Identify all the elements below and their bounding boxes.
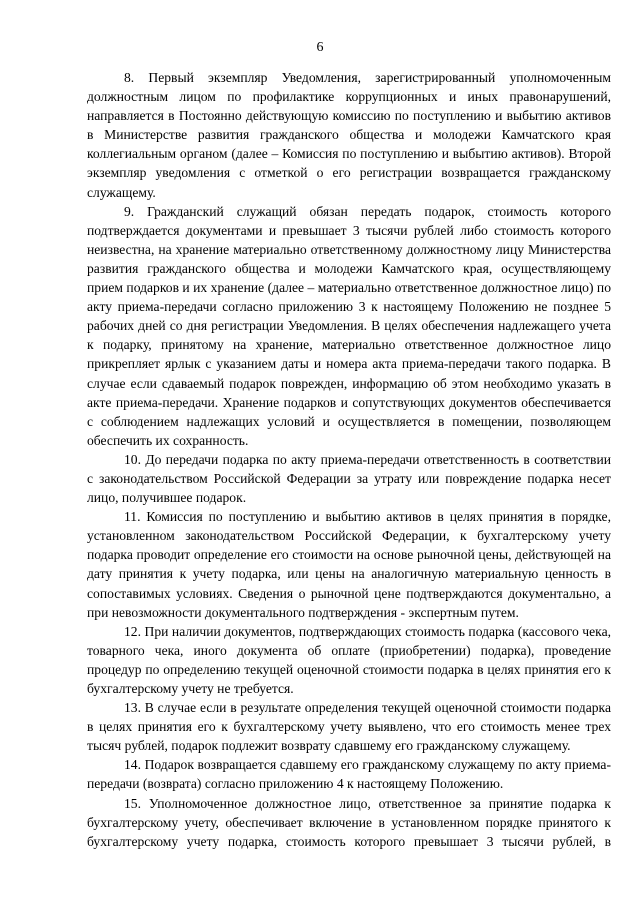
paragraph-9: 9. Гражданский служащий обязан передать подарок, стоимость которого подтверждается документами и превышает 3 тысячи рублей либо стоимость которого неизвестна, на хранение материально ответственному должностному лицу Министерства развития гражданского общества и молодежи Камчатского края, осуществляющему прием подарков и их хранение (далее – материально ответственное должностное лицо) по акту приема-передачи согласно приложению 3 к настоящему Положению не позднее 5 рабочих дней со дня регистрации Уведомления. В целях обеспечения надлежащего учета к подарку, принятому на хранение, материально ответственное должностное лицо прикрепляет ярлык с указанием даты и номера акта приема-передачи такого подарка. В случае если сдаваемый подарок поврежден, информацию об этом необходимо указать в акте приема-передачи. Хранение подарков и сопутствующих документов обеспечивается с соблюдением надлежащих условий и осуществляется в помещении, позволяющем обеспечить их сохранность. bbox=[87, 203, 611, 448]
paragraph-13: 13. В случае если в результате определения текущей оценочной стоимости подарка в целях принятия его к бухгалтерскому учету выявлено, что его стоимость менее трех тысяч рублей, подарок подлежит возврату сдавшему его гражданскому служащему. bbox=[87, 700, 611, 754]
paragraph-11: 11. Комиссия по поступлению и выбытию активов в целях принятия в порядке, установленном законодательством Российской Федерации, к бухгалтерскому учету подарка проводит определение его стоимости на основе рыночной цены, действующей на дату принятия к учету подарка, или цены на аналогичную материальную ценность в сопоставимых условиях. Сведения о рыночной цене подтверждаются документально, а при невозможности документального подтверждения - экспертным путем. bbox=[87, 509, 611, 620]
paragraph-8: 8. Первый экземпляр Уведомления, зарегистрированный уполномоченным должностным лицом по профилактике коррупционных и иных правонарушений, направляется в Постоянно действующую комиссию по поступлению и выбытию активов в Министерстве развития гражданского общества и молодежи Камчатского края коллегиальным органом (далее – Комиссия по поступлению и выбытию активов). Второй экземпляр уведомления с отметкой о его регистрации возвращается гражданскому служащему. bbox=[87, 70, 611, 200]
paragraph-12: 12. При наличии документов, подтверждающих стоимость подарка (кассового чека, товарного чека, иного документа об оплате (приобретении) подарка), проведение процедур по определению текущей оценочной стоимости подарка в целях принятия его к бухгалтерскому учету не требуется. bbox=[87, 623, 611, 696]
page-number: 6 bbox=[316, 40, 324, 55]
document-body bbox=[87, 68, 611, 851]
paragraph-10: 10. До передачи подарка по акту приема-передачи ответственность в соответствии с законодательством Российской Федерации за утрату или повреждение подарка несет лицо, получившее подарок. bbox=[87, 451, 611, 506]
paragraph-15: 15. Уполномоченное должностное лицо, ответственное за принятие подарка к бухгалтерскому учету, обеспечивает включение в установленном порядке принятого к бухгалтерскому учету подарка, стоимость которого превышает 3 тысячи рублей, в bbox=[87, 795, 611, 849]
paragraph-14: 14. Подарок возвращается сдавшему его гражданскому служащему по акту приема-передачи (возврата) согласно приложению 4 к настоящему Положению. bbox=[87, 757, 611, 792]
